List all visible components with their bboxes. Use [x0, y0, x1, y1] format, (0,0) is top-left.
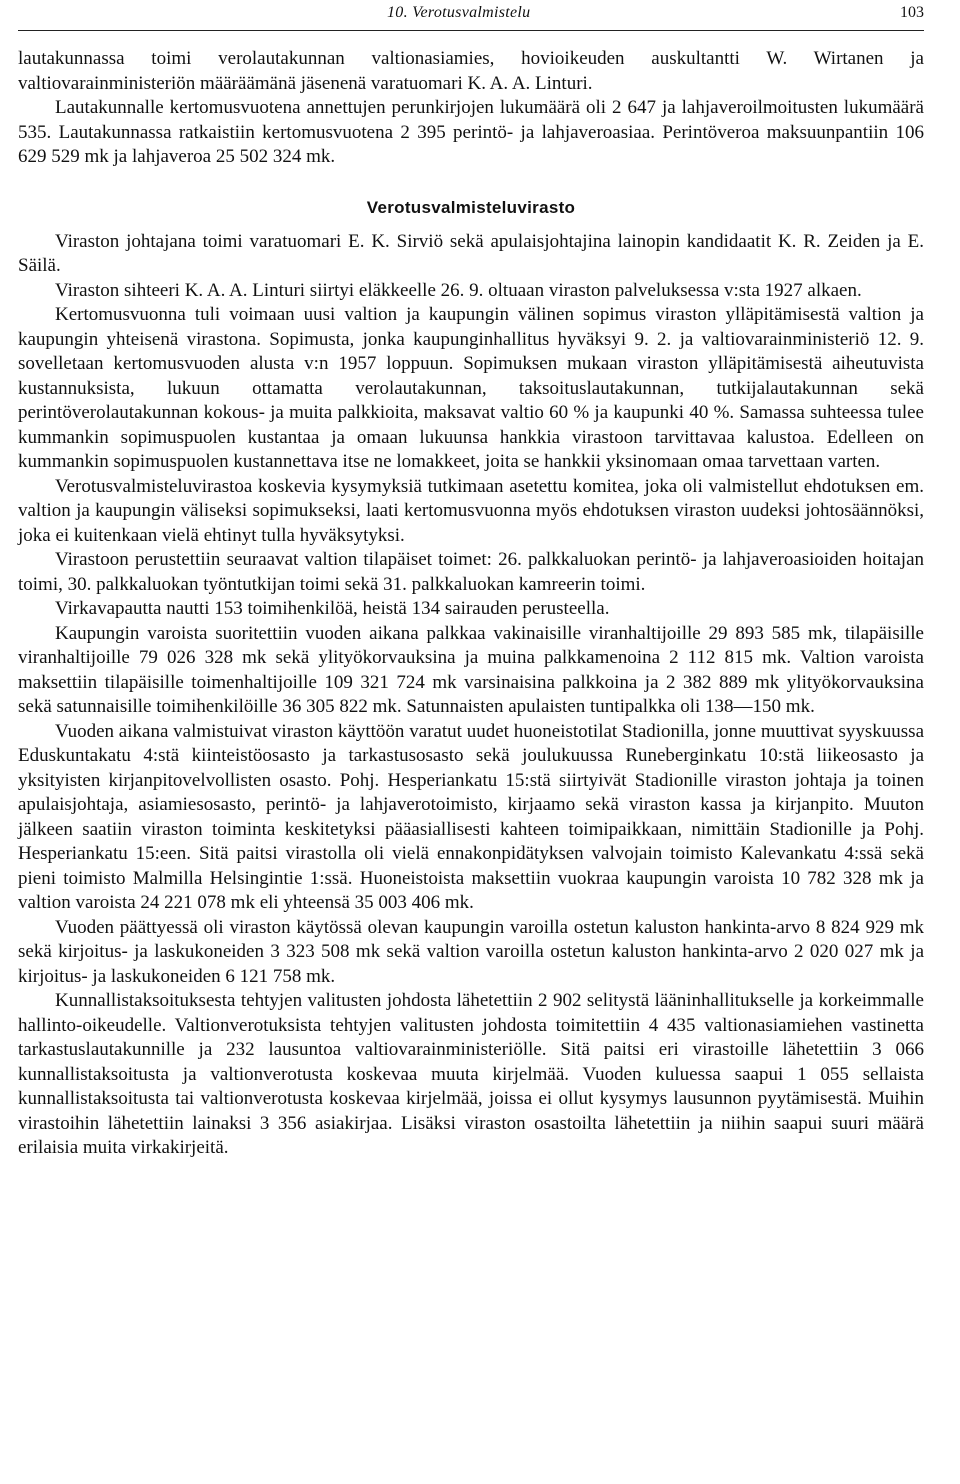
paragraph: Virastoon perustettiin seuraavat valtion tilapäiset toimet: 26. palkkaluokan perintö- ja lahjaveroasioiden hoitajan toimi, 30. palkkaluokan työntutkijan toimi sekä 31. palkkaluokan kamreerin toimi.	[18, 549, 924, 595]
paragraph: Kunnallistaksoituksesta tehtyjen valitusten johdosta lähetettiin 2 902 selitystä lääninhallitukselle ja korkeimmalle hallinto-oikeudelle. Valtionverotuksista tehtyjen valitusten johdosta toimitettiin 4 435 valtionasiamiehen vastinetta tarkastuslautakunnille ja 232 lausuntoa valtiovarainministeriölle. Sitä paitsi eri virastoille lähetettiin 3 066 kunnallistaksoitusta ja valtionverotusta koskevaa muuta kirjelmää. Vuoden kuluessa saapui 1 055 sellaista kunnallistaksoitusta tai valtionverotusta koskevaa kirjelmää, joissa ei ollut kysymys lausunnon pyytämisestä. Muihin virastoihin lähetettiin lainaksi 3 356 asiakirjaa. Lisäksi viraston osastoilta lähetettiin ja niihin saapui suuri määrä erilaisia muita virkakirjeitä.	[18, 990, 924, 1158]
paragraph: Virkavapautta nautti 153 toimihenkilöä, heistä 134 sairauden perusteella.	[55, 598, 610, 619]
page-header	[18, 0, 924, 31]
paragraph: Viraston sihteeri K. A. A. Linturi siirtyi eläkkeelle 26. 9. oltuaan viraston palveluksessa v:sta 1927 alkaen.	[55, 279, 862, 301]
paragraph: lautakunnassa toimi verolautakunnan valtionasiamies, hovioikeuden auskultantti W. Wirtanen ja valtiovarainministeriön määräämänä jäsenenä varatuomari K. A. A. Linturi.	[18, 48, 924, 94]
page-number: 103	[900, 4, 924, 21]
section-heading: Verotusvalmisteluvirasto	[366, 197, 576, 217]
paragraph: Vuoden aikana valmistuivat viraston käyttöön varatut uudet huoneistotilat Stadionilla, jonne muuttivat syyskuussa Eduskuntakatu 4:stä kiinteistöosasto ja tarkastusosasto sekä joulukuussa Runeberginkatu 10:stä liikeosasto ja yksityisten kirjanpitovelvollisten osasto. Pohj. Hesperiankatu 15:stä siirtyivät Stadionille viraston johtaja ja toinen apulaisjohtaja, asiamiesosasto, perintö- ja lahjaverotoimisto, kirjaamo sekä viraston kassa ja kirjanpito. Muuton jälkeen saatiin viraston toiminta keskitetyksi pääasiallisesti kahteen toimipaikkaan, nimittäin Stadionille ja Pohj. Hesperiankatu 15:een. Sitä paitsi virastolla oli vielä ennakonpidätyksen valvojain toimisto Kalevankatu 4:ssä sekä pieni toimisto Malmilla Helsingintie 1:ssä. Huoneistoista maksettiin vuokraa kaupungin varoista 10 782 328 mk ja valtion varoista 24 221 078 mk eli yhteensä 35 003 406 mk.	[18, 720, 924, 913]
paragraph: Verotusvalmisteluvirastoa koskevia kysymyksiä tutkimaan asetettu komitea, joka oli valmistellut ehdotuksen em. valtion ja kaupungin väliseksi sopimukseksi, laati kertomusvuonna myös ehdotuksen viraston uudeksi johtosäännöksi, joka ei kuitenkaan vielä ehtinyt tulla hyväksytyksi.	[18, 475, 924, 546]
paragraph: Vuoden päättyessä oli viraston käytössä olevan kaupungin varoilla ostetun kaluston hankinta-arvo 8 824 929 mk sekä kirjoitus- ja laskukoneiden 3 323 508 mk sekä valtion varoilla ostetun kaluston hankinta-arvo 2 020 027 mk ja kirjoitus- ja laskukoneiden 6 121 758 mk.	[18, 916, 924, 987]
paragraph: Kertomusvuonna tuli voimaan uusi valtion ja kaupungin välinen sopimus viraston ylläpitämisestä valtion ja kaupungin yhteisenä virastona. Sopimusta, jonka kaupunginhallitus hyväksyi 9. 2. ja valtiovarainministeriö 12. 9. sovelletaan kertomusvuoden alusta v:n 1957 loppuun. Sopimuksen mukaan viraston ylläpitämisestä aiheutuvista kustannuksista, lukuun ottamatta verolautakunnan, taksoituslautakunnan, tutkijalautakunnan sekä perintöverolautakunnan kokous- ja muita palkkioita, maksavat valtio 60 % ja kaupunki 40 %. Samassa suhteessa tulee kummankin sopimuspuolen kustantaa ja omaan lukuunsa hankkia virastoon tarvittavaa kalustoa. Edelleen on kummankin sopimuspuolen kustannettava itse ne lomakkeet, joita se hankkii yksinomaan omaa tarvettaan varten.	[18, 304, 924, 472]
document-body	[18, 31, 924, 1161]
paragraph: Viraston johtajana toimi varatuomari E. K. Sirviö sekä apulaisjohtajina lainopin kandidaatit K. R. Zeiden ja E. Säilä.	[18, 230, 924, 276]
paragraph: Kaupungin varoista suoritettiin vuoden aikana palkkaa vakinaisille viranhaltijoille 29 893 585 mk, tilapäisille viranhaltijoille 79 026 328 mk sekä ylityökorvauksina ja muina palkkamenoina 2 112 815 mk. Valtion varoista maksettiin tilapäisille toimenhaltijoille 109 321 724 mk varsinaisina palkkoina ja 2 382 889 mk ylityökorvauksina sekä satunnaisille toimihenkilöille 36 305 822 mk. Satunnaisten apulaisten tuntipalkka oli 138—150 mk.	[18, 622, 924, 717]
paragraph: Lautakunnalle kertomusvuotena annettujen perunkirjojen lukumäärä oli 2 647 ja lahjaveroilmoitusten lukumäärä 535. Lautakunnassa ratkaistiin kertomusvuotena 2 395 perintö- ja lahjaveroasiaa. Perintöveroa maksuunpantiin 106 629 529 mk ja lahjaveroa 25 502 324 mk.	[18, 97, 924, 167]
running-title: 10. Verotusvalmistelu	[387, 4, 531, 21]
